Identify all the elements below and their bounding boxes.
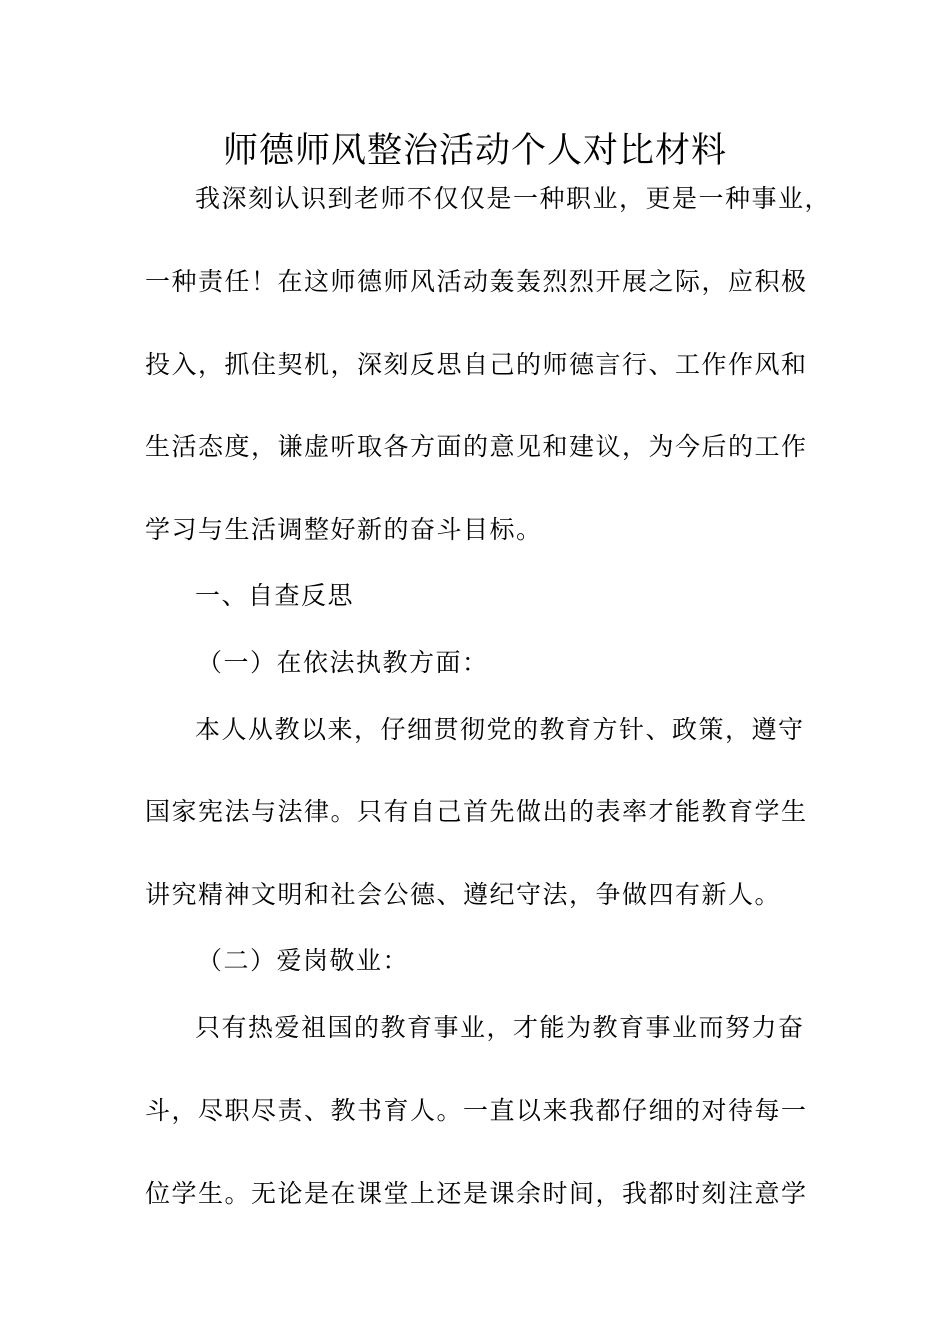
paragraph-line: 位学生。无论是在课堂上还是课余时间，我都时刻注意学 (145, 1179, 808, 1208)
subsection-heading: （一）在依法执教方面： (197, 648, 489, 677)
section-heading: 一、自查反思 (195, 581, 355, 610)
paragraph-line: 只有热爱祖国的教育事业，才能为教育事业而努力奋 (195, 1013, 805, 1042)
paragraph-line: 投入，抓住契机，深刻反思自己的师德言行、工作作风和 (145, 350, 808, 379)
paragraph-line: 斗，尽职尽责、教书育人。一直以来我都仔细的对待每一 (145, 1096, 808, 1125)
paragraph-line: 本人从教以来，仔细贯彻党的教育方针、政策，遵守 (195, 715, 805, 744)
paragraph-line: 生活态度，谦虚听取各方面的意见和建议，为今后的工作 (145, 432, 808, 461)
subsection-heading: （二）爱岗敬业： (197, 946, 410, 975)
document-title: 师德师风整治活动个人对比材料 (222, 131, 727, 171)
paragraph-line: 学习与生活调整好新的奋斗目标。 (145, 515, 543, 544)
paragraph-line: 一种责任！在这师德师风活动轰轰烈烈开展之际，应积极 (145, 267, 808, 296)
paragraph-line: 我深刻认识到老师不仅仅是一种职业，更是一种事业， (195, 184, 832, 213)
paragraph-line: 国家宪法与法律。只有自己首先做出的表率才能教育学生 (145, 797, 808, 826)
paragraph-line: 讲究精神文明和社会公德、遵纪守法，争做四有新人。 (145, 880, 782, 909)
